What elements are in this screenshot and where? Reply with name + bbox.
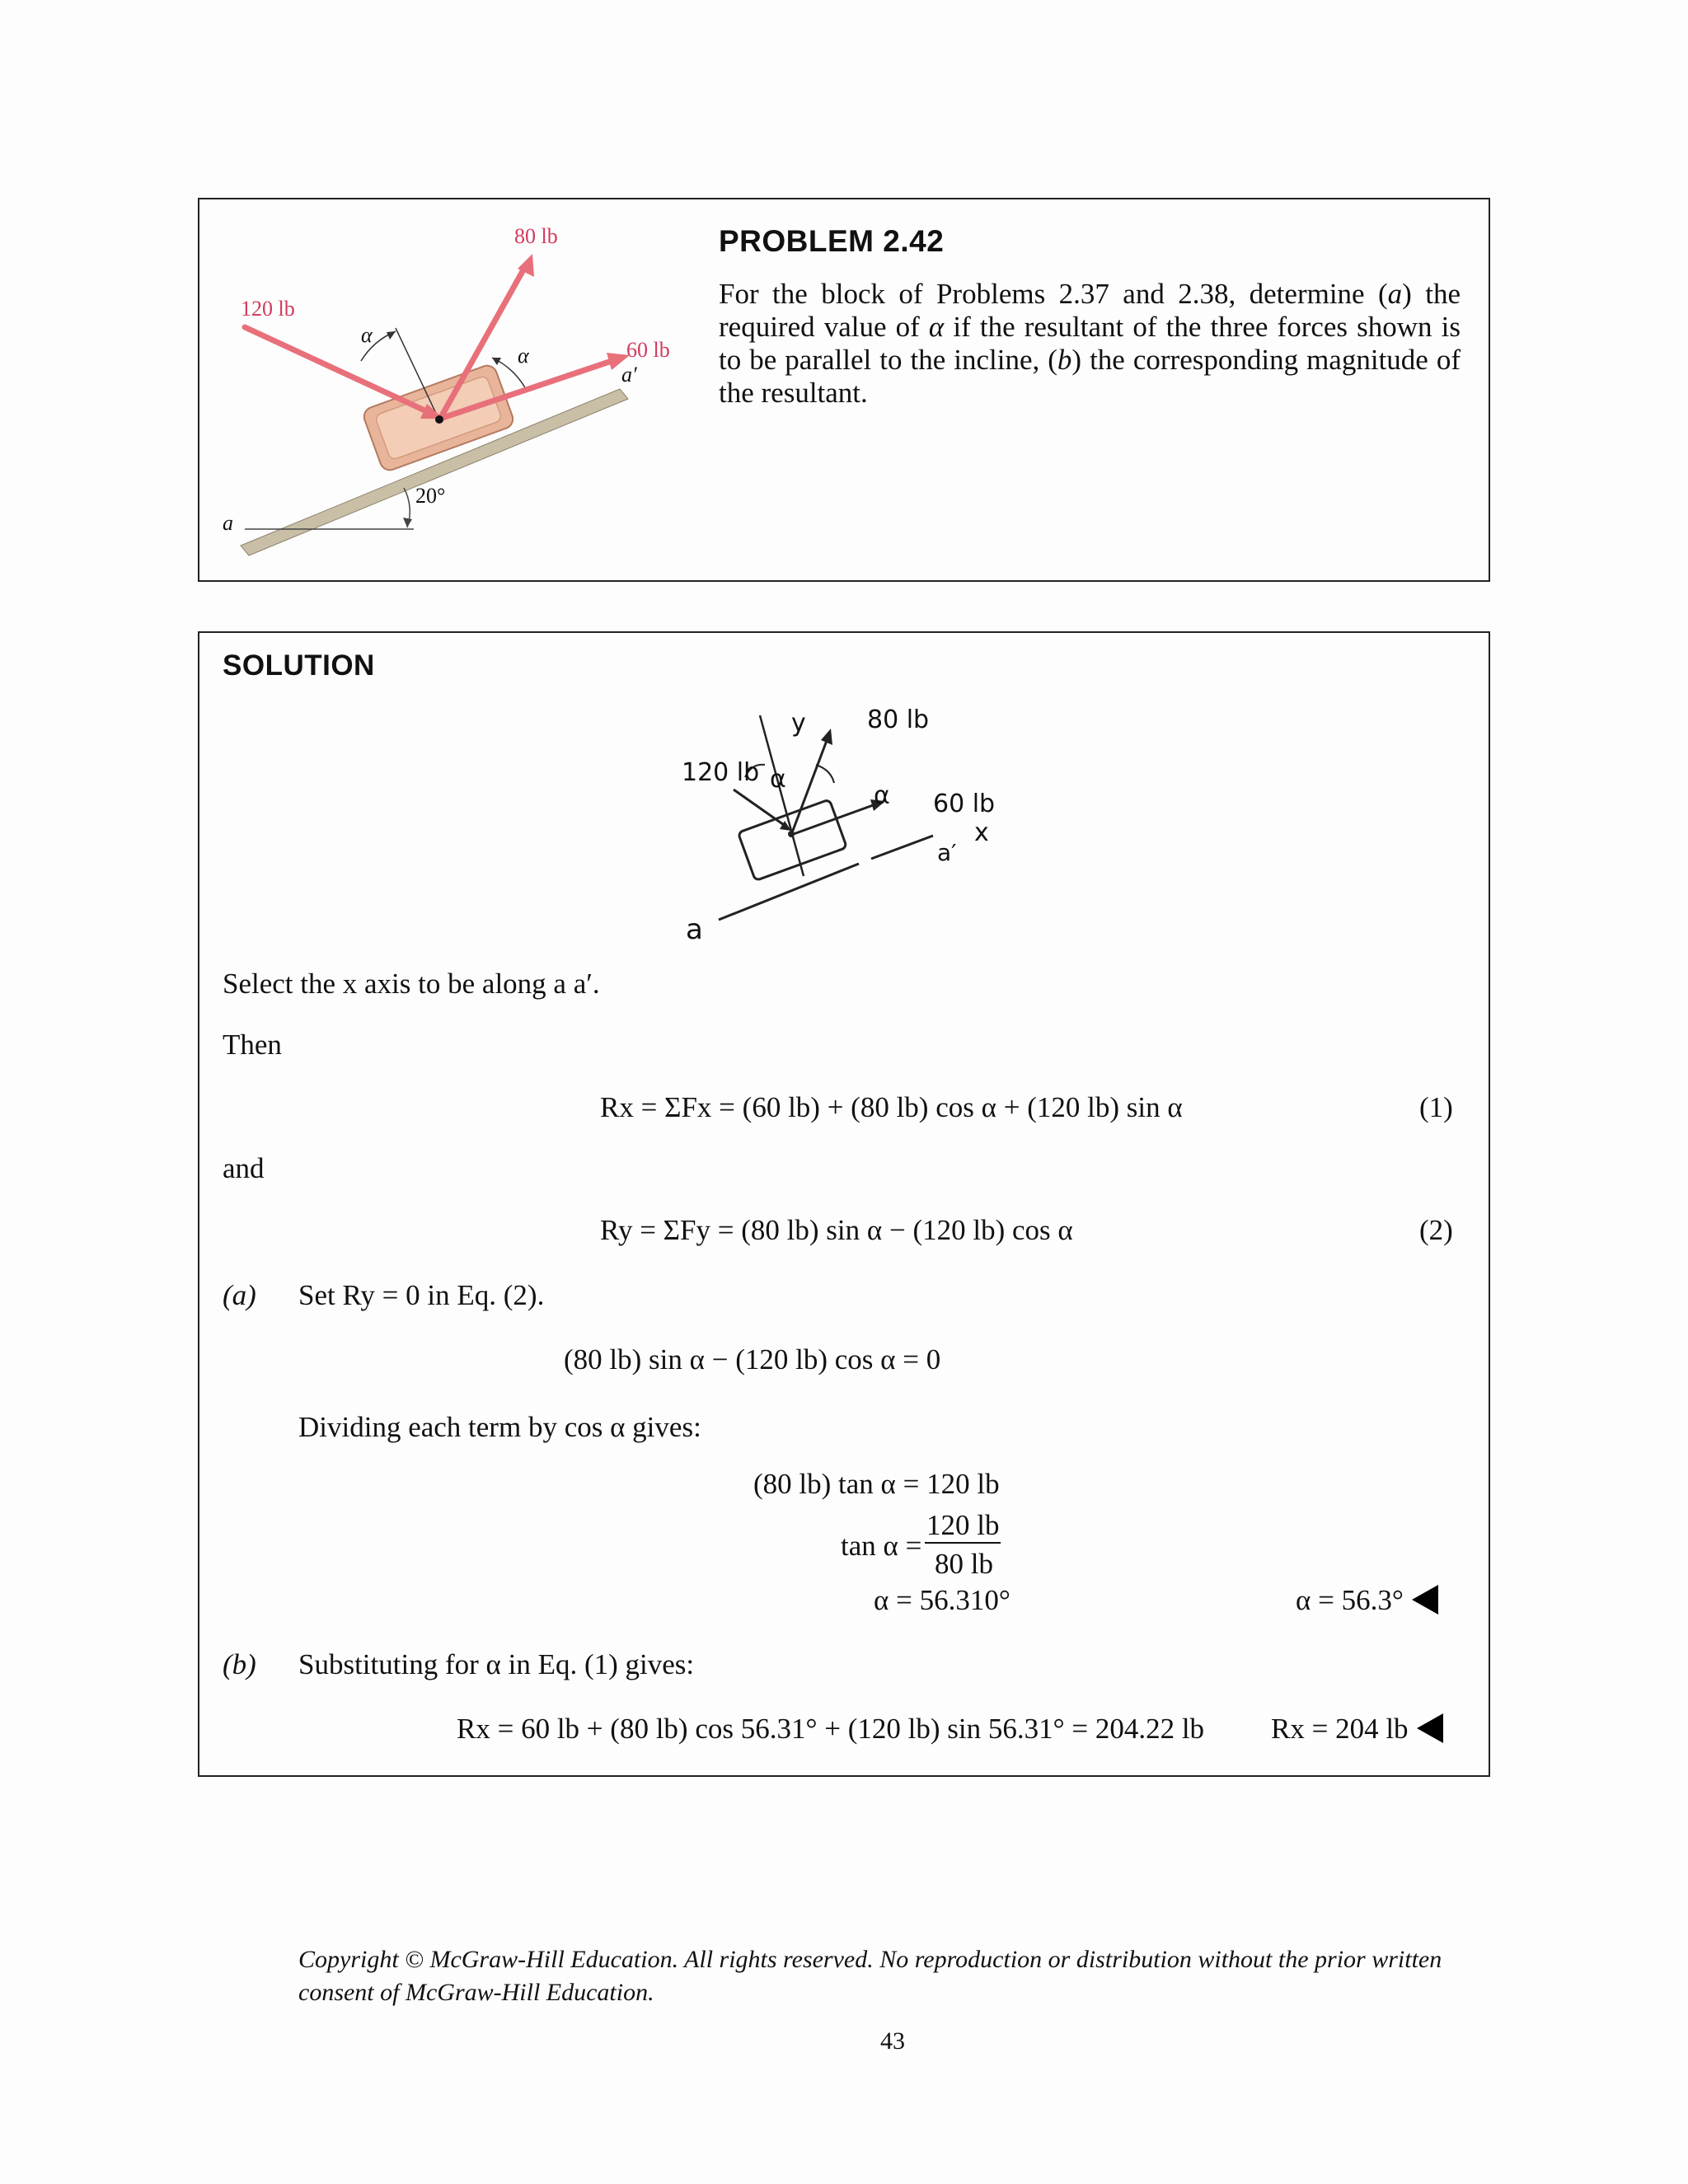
select-axis-text: Select the x axis to be along a a′. — [223, 968, 600, 1000]
solution-sketch — [669, 699, 1015, 971]
solution-heading: SOLUTION — [223, 649, 375, 682]
sketch-arrowhead-80 — [821, 729, 832, 745]
sketch-label-120: 120 lb — [682, 758, 760, 787]
rx-answer-text: Rx = 204 lb — [1271, 1713, 1409, 1745]
label-alpha-left: α — [361, 323, 373, 347]
sketch-incline — [719, 864, 859, 920]
problem-figure — [199, 199, 694, 562]
fraction-bar — [925, 1542, 1001, 1544]
sketch-label-60: 60 lb — [933, 790, 996, 818]
part-a-label: (a) — [223, 1279, 256, 1311]
copyright-notice: Copyright © McGraw-Hill Education. All rights reserved. No reproduction or distribution without the prior written consent of McGraw-Hill Education. — [298, 1946, 1442, 2006]
problem-part-b: b — [1057, 344, 1072, 376]
angle-arrowhead — [403, 518, 412, 527]
part-b-text: Substituting for α in Eq. (1) gives: — [298, 1648, 695, 1680]
sketch-arrow-80 — [791, 738, 828, 835]
label-force-80: 80 lb — [514, 224, 558, 248]
page-number: 43 — [880, 2027, 905, 2055]
part-a-text: Set Ry = 0 in Eq. (2). — [298, 1279, 545, 1311]
problem-text-2: ) the required value of — [719, 278, 1461, 343]
sketch-label-alpha-left: α — [770, 765, 786, 794]
tan-numerator: 120 lb — [926, 1509, 1000, 1541]
alpha-answer-text: α = 56.3° — [1296, 1584, 1404, 1616]
sketch-block — [738, 799, 846, 881]
rx-answer — [1271, 1713, 1443, 1746]
sketch-label-a: a — [686, 913, 703, 946]
equation-1-number: (1) — [1419, 1091, 1453, 1123]
sketch-incline-right — [871, 836, 933, 859]
solution-box — [198, 631, 1490, 1777]
problem-text-4: ) the corresponding magnitude of the resultant. — [719, 344, 1461, 409]
then-text: Then — [223, 1029, 282, 1061]
sketch-label-y: y — [791, 709, 806, 738]
problem-alpha: α — [928, 311, 945, 343]
problem-part-a: a — [1387, 278, 1403, 310]
sketch-alpha-arc-right — [816, 765, 834, 783]
problem-text-3: if the resultant of the three forces shown is to be parallel to the incline, ( — [719, 311, 1461, 376]
part-b-label: (b) — [223, 1648, 256, 1680]
label-point-a: a — [223, 511, 233, 535]
label-a-prime: a′ — [621, 363, 637, 387]
application-point — [435, 415, 443, 424]
problem-title: PROBLEM 2.42 — [719, 224, 945, 258]
tan-denominator: 80 lb — [935, 1548, 993, 1580]
answer-marker-icon — [1412, 1585, 1438, 1615]
problem-text-1: For the block of Problems 2.37 and 2.38, determine ( — [719, 278, 1388, 310]
and-text: and — [223, 1152, 265, 1184]
label-angle-20: 20° — [415, 484, 446, 508]
equation-b: Rx = 60 lb + (80 lb) cos 56.31° + (120 lb) sin 56.31° = 204.22 lb — [457, 1713, 1205, 1745]
dividing-text: Dividing each term by cos α gives: — [298, 1411, 701, 1443]
label-alpha-right: α — [518, 344, 529, 368]
problem-statement — [719, 278, 1461, 410]
sketch-point — [788, 831, 795, 837]
equation-a2: (80 lb) tan α = 120 lb — [753, 1468, 1000, 1500]
sketch-label-alpha-right: α — [874, 781, 890, 810]
label-force-60: 60 lb — [626, 338, 670, 362]
sketch-label-80: 80 lb — [867, 705, 930, 734]
tan-lhs: tan α = — [841, 1530, 922, 1562]
sketch-label-x: x — [974, 818, 989, 847]
sketch-arrow-120 — [734, 790, 786, 827]
problem-box — [198, 198, 1490, 582]
sketch-label-a-prime: a′ — [937, 839, 957, 866]
equation-2: Ry = ΣFy = (80 lb) sin α − (120 lb) cos α — [600, 1214, 1073, 1246]
alpha-exact: α = 56.310° — [874, 1584, 1010, 1616]
force-arrow-120 — [245, 327, 432, 414]
alpha-answer — [1296, 1584, 1438, 1617]
equation-2-number: (2) — [1419, 1214, 1453, 1246]
label-force-120: 120 lb — [241, 297, 295, 321]
answer-marker-icon — [1417, 1713, 1443, 1743]
equation-a1: (80 lb) sin α − (120 lb) cos α = 0 — [564, 1343, 941, 1376]
equation-1: Rx = ΣFx = (60 lb) + (80 lb) cos α + (120 lb) sin α — [600, 1091, 1183, 1123]
sketch-y-axis — [760, 715, 804, 876]
